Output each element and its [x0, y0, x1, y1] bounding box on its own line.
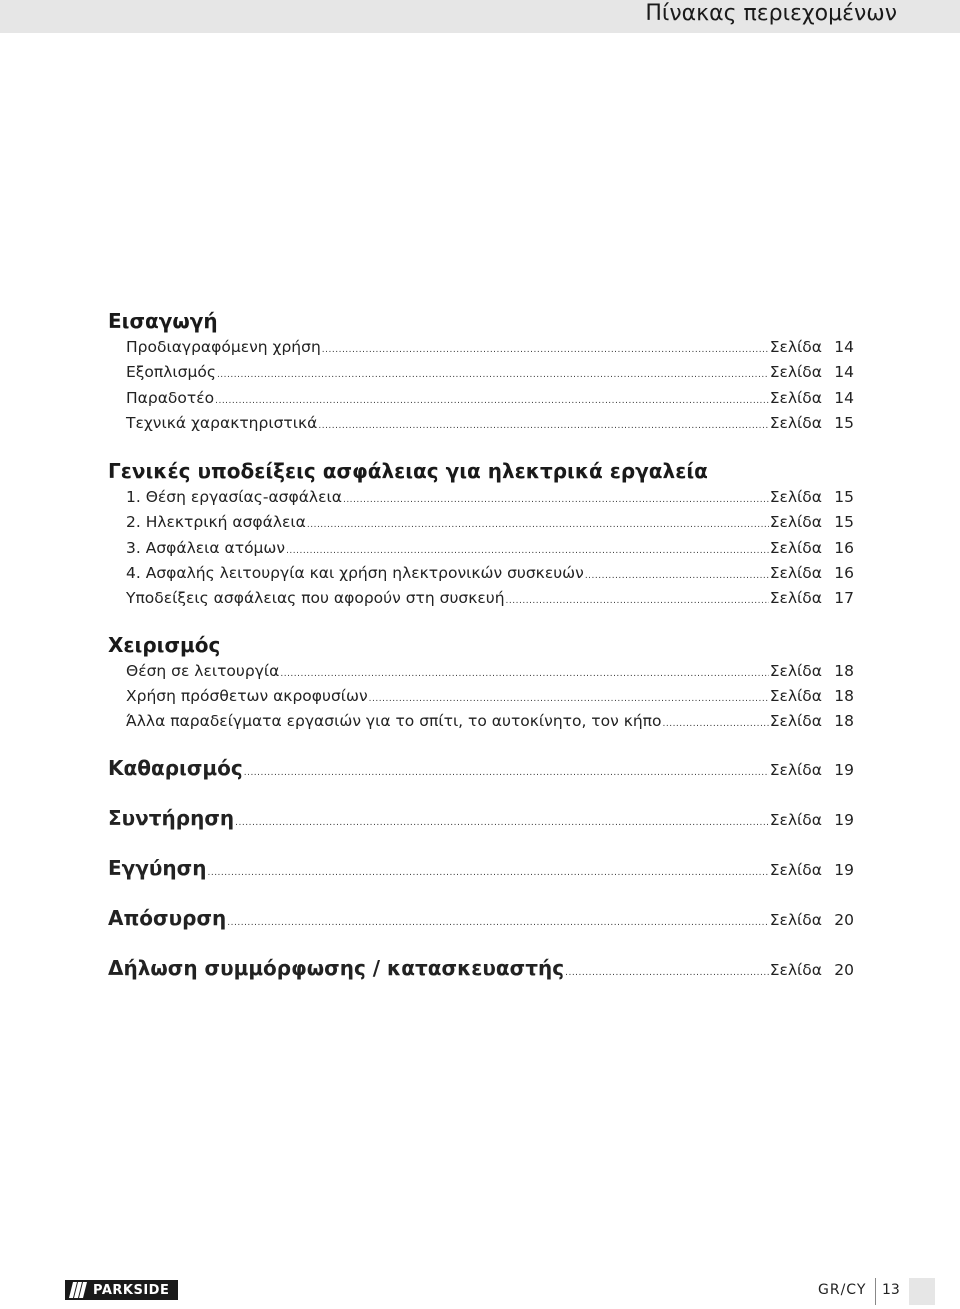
section-heading: Εισαγωγή — [108, 309, 218, 333]
page-word: Σελίδα — [769, 686, 822, 705]
toc-main-entry[interactable] — [108, 843, 854, 893]
dot-leader — [343, 488, 769, 513]
toc-main-entry[interactable] — [108, 743, 854, 793]
page-number: 17 — [834, 589, 854, 608]
toc-section-introduction — [108, 307, 854, 436]
page-number: 16 — [834, 564, 854, 583]
toc-entry[interactable] — [108, 536, 854, 561]
dot-leader — [506, 589, 769, 614]
page-word: Σελίδα — [769, 860, 822, 879]
toc-entry[interactable] — [108, 586, 854, 611]
table-of-contents — [108, 307, 854, 993]
page-word: Σελίδα — [769, 488, 822, 507]
toc-entry[interactable] — [108, 561, 854, 586]
toc-entry-label: Παραδοτέο — [126, 388, 215, 407]
toc-section-operation — [108, 631, 854, 735]
toc-entry-label: 1. Θέση εργασίας-ασφάλεια — [126, 488, 342, 507]
page-word: Σελίδα — [769, 910, 822, 929]
page-word: Σελίδα — [769, 661, 822, 680]
page-number: 19 — [834, 860, 854, 879]
toc-entry[interactable] — [108, 510, 854, 535]
page-number: 18 — [834, 712, 854, 731]
page-number: 19 — [834, 810, 854, 829]
page-word: Σελίδα — [769, 338, 822, 356]
toc-entry[interactable] — [108, 386, 854, 411]
page-word: Σελίδα — [769, 960, 822, 979]
toc-entry[interactable] — [108, 485, 854, 510]
toc-entry[interactable] — [108, 659, 854, 684]
footer-divider — [875, 1278, 876, 1305]
spacer — [108, 436, 854, 457]
toc-entry[interactable] — [108, 411, 854, 436]
page-word: Σελίδα — [769, 513, 822, 532]
brand-name: PARKSIDE — [93, 1282, 170, 1298]
page-word: Σελίδα — [769, 564, 822, 583]
page-number: 14 — [834, 338, 854, 356]
dot-leader — [227, 898, 768, 948]
toc-main-entry-label: Απόσυρση — [108, 905, 227, 930]
dot-leader — [322, 338, 769, 363]
toc-main-entry-label: Συντήρηση — [108, 805, 235, 830]
toc-main-entry-label: Καθαρισμός — [108, 755, 243, 780]
toc-section-safety — [108, 457, 854, 611]
page-word: Σελίδα — [769, 363, 822, 382]
dot-leader — [217, 363, 769, 388]
page-number: 15 — [834, 513, 854, 532]
page-number-footer: 13 — [882, 1282, 900, 1298]
page-word: Σελίδα — [769, 760, 822, 779]
page-title: Πίνακας περιεχομένων — [645, 1, 897, 26]
page-number: 14 — [834, 388, 854, 407]
page-number: 20 — [834, 910, 854, 929]
dot-leader — [662, 712, 768, 737]
toc-entry-label: 4. Ασφαλής λειτουργία και χρήση ηλεκτρονικών συσκευών — [126, 564, 584, 583]
page-word: Σελίδα — [769, 589, 822, 608]
page-number: 19 — [834, 760, 854, 779]
page-number: 15 — [834, 488, 854, 507]
dot-leader — [244, 748, 769, 798]
section-heading: Χειρισμός — [108, 632, 221, 657]
page-number: 15 — [834, 413, 854, 432]
toc-entry[interactable] — [108, 709, 854, 734]
footer-box — [909, 1278, 935, 1305]
language-code: GR/CY — [818, 1282, 867, 1298]
dot-leader — [307, 513, 769, 538]
page-word: Σελίδα — [769, 538, 822, 557]
toc-entry-label: 3. Ασφάλεια ατόμων — [126, 538, 286, 557]
page-number: 20 — [834, 960, 854, 979]
page-number: 18 — [834, 686, 854, 705]
toc-main-entry[interactable] — [108, 943, 854, 993]
toc-entry-label: Άλλα παραδείγματα εργασιών για το σπίτι, το αυτοκίνητο, τον κήπο — [126, 712, 662, 731]
toc-main-entry-label: Εγγύηση — [108, 855, 207, 880]
toc-main-entry[interactable] — [108, 793, 854, 843]
dot-leader — [565, 948, 769, 998]
page-word: Σελίδα — [769, 413, 822, 432]
toc-entry-label: Θέση σε λειτουργία — [126, 661, 280, 680]
toc-main-entry-label: Δήλωση συμμόρφωσης / κατασκευαστής — [108, 955, 565, 980]
page-number: 18 — [834, 661, 854, 680]
dot-leader — [318, 414, 768, 439]
page-word: Σελίδα — [769, 712, 822, 731]
page-word: Σελίδα — [769, 810, 822, 829]
toc-entry-label: Τεχνικά χαρακτηριστικά — [126, 413, 318, 432]
toc-entry[interactable] — [108, 335, 854, 360]
page-word: Σελίδα — [769, 388, 822, 407]
toc-entry[interactable] — [108, 684, 854, 709]
page-number: 16 — [834, 538, 854, 557]
toc-entry-label: Υποδείξεις ασφάλειας που αφορούν στη συσκευή — [126, 589, 505, 608]
toc-entry[interactable] — [108, 360, 854, 385]
dot-leader — [585, 564, 769, 589]
logo-stripes-icon — [65, 1280, 89, 1300]
dot-leader — [207, 848, 768, 898]
brand-logo — [65, 1280, 178, 1300]
section-heading: Γενικές υποδείξεις ασφάλειας για ηλεκτρικά εργαλεία — [108, 459, 708, 484]
toc-entry-label: Προδιαγραφόμενη χρήση — [126, 338, 321, 356]
toc-entry-label: 2. Ηλεκτρική ασφάλεια — [126, 513, 306, 532]
dot-leader — [235, 798, 769, 848]
toc-entry-label: Χρήση πρόσθετων ακροφυσίων — [126, 686, 368, 705]
toc-entry-label: Εξοπλισμός — [126, 363, 216, 382]
page-number: 14 — [834, 363, 854, 382]
header-band — [0, 0, 960, 33]
toc-main-entry[interactable] — [108, 893, 854, 943]
